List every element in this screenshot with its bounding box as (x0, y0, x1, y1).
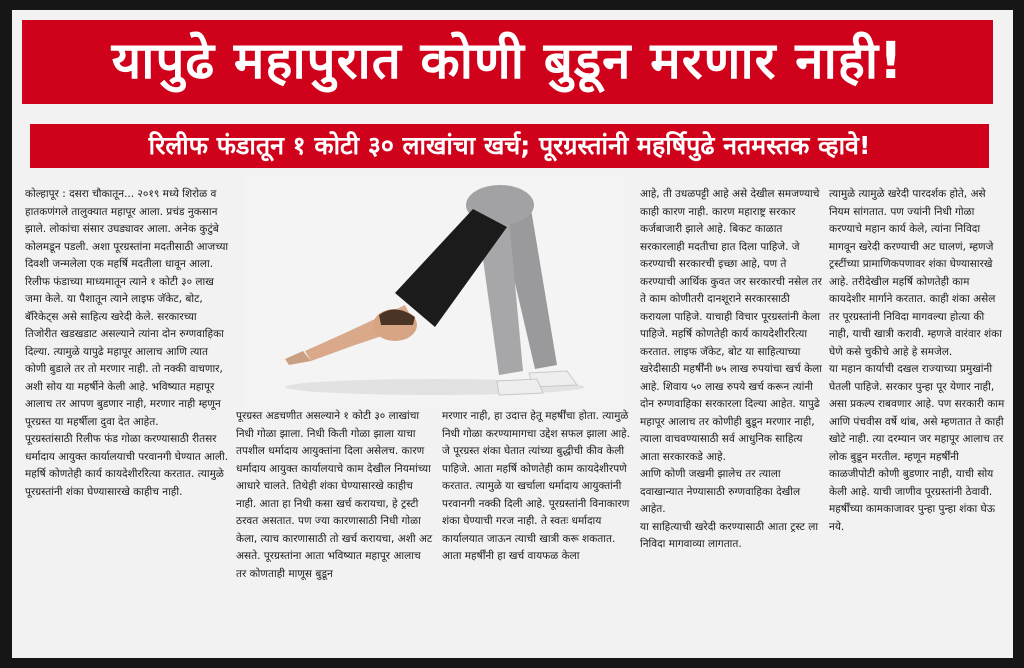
article-column-3 (442, 408, 632, 646)
newspaper-page (12, 10, 1013, 658)
column-paragraph: या महान कार्याची दखल राज्याच्या प्रमुखांनी घेतली पाहिजे. सरकार पुन्हा पूर येणार नाही, असा प्रकल्प राबवणार आहे. पण सरकारी काम आणि पंचवीस वर्षे थांब, असे म्हणतात ते काही खोटे नाही. त्या दरम्यान जर महापूर आलाच तर लोक बुडून मरतील. म्हणून महर्षींनी काळजीपोटी कोणी बुडणार नाही, याची सोय केली आहे. याची जाणीव पूरग्रस्तांनी ठेवावी. महर्षींच्या कामकाजावर पुन्हा पुन्हा शंका घेऊ नये. (829, 363, 1005, 533)
column-paragraph: आहे, ती उधळपट्टी आहे असे देखील समजण्याचे काही कारण नाही. कारण महाराष्ट्र सरकार कर्जबाजारी झाले आहे. बिकट काळात सरकारलाही मदतीचा हात दिला पाहिजे. जे करण्याची सरकारची इच्छा आहे, पण ते करण्याची आर्थिक कुवत जर सरकारची नसेल तर ते काम कोणीतरी दानशूराने सरकारसाठी करायला पाहिजे. याचाही विचार पूरग्रस्तांनी केला पाहिजे. महर्षि कोणतेही कार्य कायदेशीररित्या करतात. लाइफ जॅकेट, बोट या साहित्याच्या खरेदीसाठी महर्षींनी ७५ लाख रुपयांचा खर्च केला आहे. शिवाय ५० लाख रुपये खर्च करून त्यांनी दोन रुग्णवाहिका सरकारला दिल्या आहेत. यापुढे महापूर आलाच तर कोणीही बुडून मरणार नाही, त्याला वाचवण्यासाठी सर्व आधुनिक साहित्य आता सरकारकडे आहे. (640, 188, 822, 463)
column-paragraph: पूरग्रस्त अडचणीत असल्याने १ कोटी ३० लाखांचा निधी गोळा झाला. निधी किती गोळा झाला याचा तपशील धर्मादाय आयुक्तांना दिला असेलच. कारण धर्मादाय आयुक्त कार्यालयाचे काम देखील नियमांच्या आधारे चालते. तिथेही शंका घेण्यासारखे काहीच नाही. आता हा निधी कसा खर्च करायचा, हे ट्रस्टी ठरवत असतात. पण ज्या कारणासाठी निधी गोळा केला, त्याच कारणासाठी तो खर्च करायचा, अशी अट असते. पूरग्रस्तांना आता भविष्यात महापूर आलाच तर कोणताही माणूस बुडून (236, 410, 433, 580)
column-paragraph: मरणार नाही, हा उदात्त हेतू महर्षींचा होता. त्यामुळे निधी गोळा करण्यामागचा उद्देश सफल झाला आहे. जे पूरग्रस्त शंका घेतात त्यांच्या बुद्धीची कीव केली पाहिजे. आता महर्षि कोणतेही काम कायदेशीरपणे करतात. त्यामुळे या खर्चाला धर्मादाय आयुक्तांनी परवानगी नक्की दिली आहे. पूरग्रस्तांनी विनाकारण शंका घेण्याची गरज नाही. ते स्वतः धर्मादाय कार्यालयात जाऊन त्याची खात्री करू शकतात. (442, 410, 630, 545)
column-paragraph: आता महर्षींनी हा खर्च वायफळ केला (442, 550, 580, 562)
headline: यापुढे महापुरात कोणी बुडून मरणार नाही! (22, 20, 993, 104)
column-paragraph: पूरग्रस्तांसाठी रिलीफ फंड गोळा करण्यासाठी रीतसर धर्मादाय आयुक्त कार्यालयाची परवानगी घेण्यात आली. महर्षि कोणतेही कार्य कायदेशीररित्या करतात. त्यामुळे पूरग्रस्तांनी शंका घेण्यासारखे काहीच नाही. (25, 433, 229, 498)
column-paragraph: या साहित्याची खरेदी करण्यासाठी आता ट्रस्ट ला निविदा मागवाव्या लागतात. (640, 520, 819, 550)
downward-dog-illustration (245, 175, 623, 407)
article-column-4 (640, 186, 822, 646)
column-paragraph: त्यामुळे त्यामुळे खरेदी पारदर्शक होते, असे नियम सांगतात. पण ज्यांनी निधी गोळा करण्याचे महान कार्य केले, त्यांना निविदा मागवून खरेदी करण्याची अट घालणं, म्हणजे ट्रस्टींच्या प्रामाणिकपणावर शंका घेण्यासारखे आहे. तरीदेखील महर्षि कोणतेही काम कायदेशीर मार्गाने करतात. काही शंका असेल तर पूरग्रस्तांनी निविदा मागवल्या होत्या की नाही, याची खात्री करावी. म्हणजे वारंवार शंका घेणे कसे चुकीचे आहे हे समजेल. (829, 188, 1002, 358)
article-column-5 (829, 186, 1005, 646)
yoga-photo (245, 175, 623, 407)
column-paragraph: आणि कोणी जखमी झालेच तर त्याला दवाखान्यात नेण्यासाठी रुग्णवाहिका देखील आहेत. (640, 468, 801, 515)
article-column-1 (25, 186, 229, 646)
column-paragraph: कोल्हापूर : दसरा चौकातून... २०१९ मध्ये शिरोळ व हातकणंगले तालुक्यात महापूर आला. प्रचंड नुकसान झाले. लोकांचा संसार उघड्यावर आला. अनेक कुटुंबे कोलमडून पडली. अशा पूरग्रस्तांना मदतीसाठी आजच्या दिवशी जन्मलेला एक महर्षि मदतीला धावून आला. रिलीफ फंडाच्या माध्यमातून त्याने १ कोटी ३० लाख जमा केले. या पैशातून त्याने लाइफ जॅकेट, बोट, बॅरिकेट्स असे साहित्य खरेदी केले. सरकारच्या तिजोरीत खडखडाट असल्याने त्यांना दोन रुग्णवाहिका दिल्या. त्यामुळे यापुढे महापूर आलाच आणि त्यात कोणी बुडाले तर तो मरणार नाही. तो नक्की वाचणार, अशी सोय या महर्षीने केली आहे. भविष्यात महापूर आलाच तर आपण बुडणार नाही, मरणार नाही म्हणून पूरग्रस्त या महर्षीला दुवा देत आहेत. (25, 188, 229, 428)
subheadline: रिलीफ फंडातून १ कोटी ३० लाखांचा खर्च; पूरग्रस्तांनी महर्षिपुढे नतमस्तक व्हावे! (30, 124, 989, 168)
article-column-2 (236, 408, 434, 646)
